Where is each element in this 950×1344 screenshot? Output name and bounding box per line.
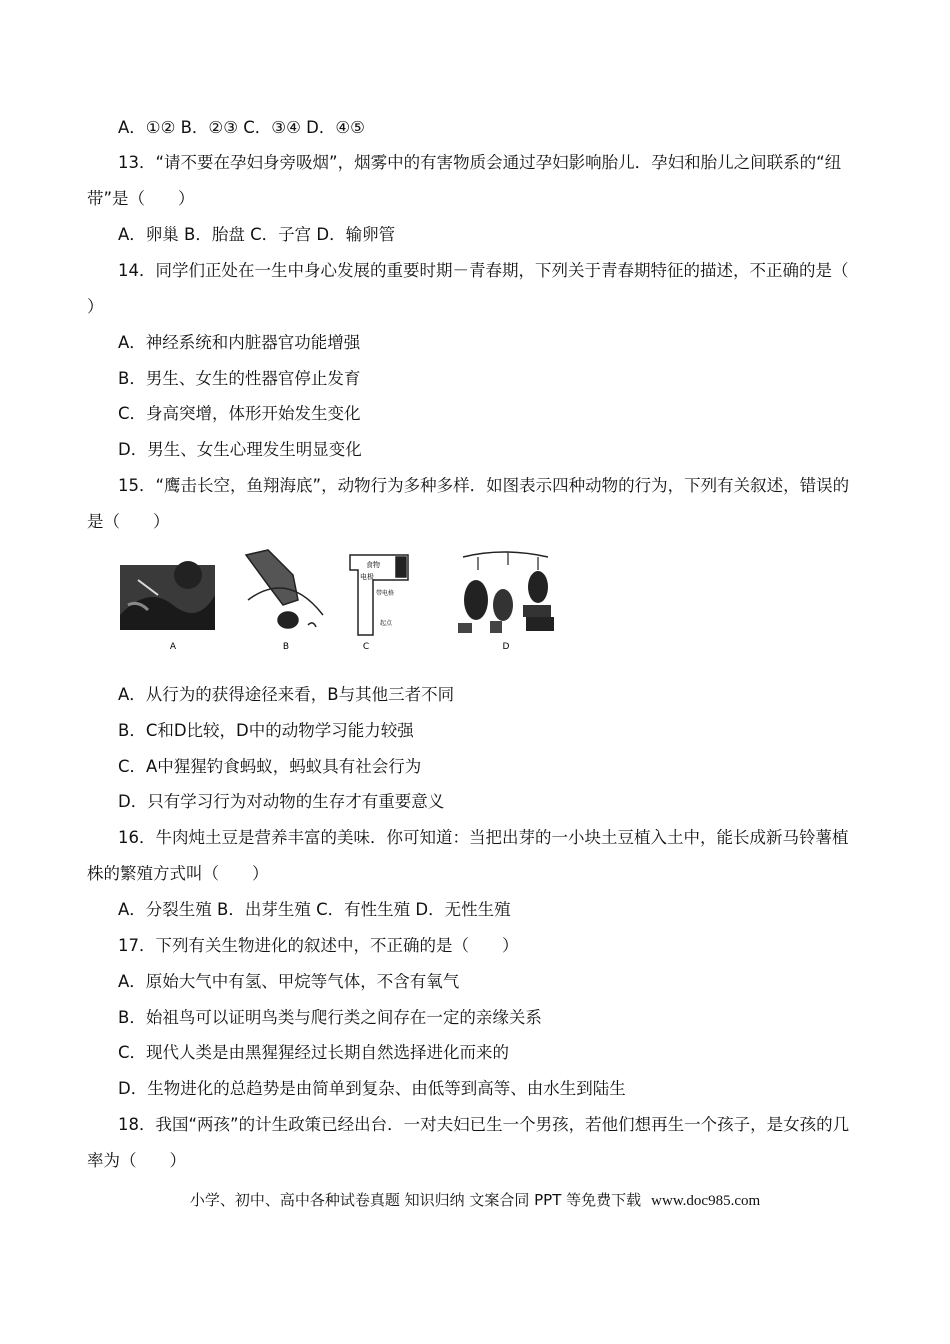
q14-option-a: A．神经系统和内脏器官功能增强 <box>118 333 361 352</box>
maze-electric-label: 电极 <box>360 573 374 581</box>
q14-stem-line2: ） <box>87 297 104 316</box>
q12-options: A．①② B．②③ C．③④ D．④⑤ <box>118 118 365 137</box>
q17-stem: 17．下列有关生物进化的叙述中，不正确的是（ ） <box>118 936 519 955</box>
q14-option-d: D．男生、女生心理发生明显变化 <box>118 440 362 459</box>
q16-stem-line1: 16．牛肉炖土豆是营养丰富的美味．你可知道：当把出芽的一小块土豆植入土中，能长成新马铃薯植 <box>118 828 849 847</box>
q14-stem-line1: 14．同学们正处在一生中身心发展的重要时期－青春期，下列关于青春期特征的描述，不正确的是（ <box>118 261 849 280</box>
figure-label-c: C <box>362 642 370 652</box>
figure-b-bird-fish <box>246 550 323 628</box>
q16-stem-line2: 株的繁殖方式叫（ ） <box>87 864 269 883</box>
figure-label-b: B <box>282 642 290 652</box>
figure-a-chimpanzee <box>120 561 215 630</box>
q15-option-a: A．从行为的获得途径来看，B与其他三者不同 <box>118 685 455 704</box>
figure-d-chimp-boxes <box>458 552 554 633</box>
q15-option-c: C．A中猩猩钓食蚂蚁，蚂蚁具有社会行为 <box>118 757 422 776</box>
q13-stem-line1: 13．“请不要在孕妇身旁吸烟”，烟雾中的有害物质会通过孕妇影响胎儿．孕妇和胎儿之间联系的“纽 <box>118 153 842 172</box>
q17-option-d: D．生物进化的总趋势是由简单到复杂、由低等到高等、由水生到陆生 <box>118 1079 626 1098</box>
q15-option-d: D．只有学习行为对动物的生存才有重要意义 <box>118 792 445 811</box>
q15-option-b: B．C和D比较，D中的动物学习能力较强 <box>118 721 414 740</box>
footer-url[interactable]: www.doc985.com <box>651 1193 761 1209</box>
figure-label-a: A <box>169 642 177 652</box>
q14-option-b: B．男生、女生的性器官停止发育 <box>118 369 361 388</box>
q16-options: A．分裂生殖 B．出芽生殖 C．有性生殖 D．无性生殖 <box>118 900 511 919</box>
page-footer <box>0 1190 950 1211</box>
q13-options: A．卵巢 B．胎盘 C．子宫 D．输卵管 <box>118 225 396 244</box>
q14-option-c: C．身高突增，体形开始发生变化 <box>118 404 361 423</box>
q17-option-b: B．始祖鸟可以证明鸟类与爬行类之间存在一定的亲缘关系 <box>118 1008 542 1027</box>
maze-start-label: 起点 <box>380 620 393 627</box>
q18-stem-line1: 18．我国“两孩”的计生政策已经出台．一对夫妇已生一个男孩，若他们想再生一个孩子，是女孩的几 <box>118 1115 850 1134</box>
q17-option-c: C．现代人类是由黑猩猩经过长期自然选择进化而来的 <box>118 1043 510 1062</box>
q15-stem-line2: 是（ ） <box>87 512 170 531</box>
footer-text: 小学、初中、高中各种试卷真题 知识归纳 文案合同 PPT 等免费下载 <box>189 1191 642 1209</box>
q17-option-a: A．原始大气中有氢、甲烷等气体，不含有氧气 <box>118 972 460 991</box>
q15-stem-line1: 15．“鹰击长空，鱼翔海底”，动物行为多种多样．如图表示四种动物的行为，下列有关叙述，错误的 <box>118 476 850 495</box>
animal-behavior-figure <box>118 545 568 655</box>
q13-stem-line2: 带”是（ ） <box>87 189 195 208</box>
maze-door-label: 带电格 <box>376 590 395 597</box>
maze-food-label: 食物 <box>366 561 380 569</box>
q18-stem-line2: 率为（ ） <box>87 1151 186 1170</box>
figure-label-d: D <box>502 642 510 652</box>
